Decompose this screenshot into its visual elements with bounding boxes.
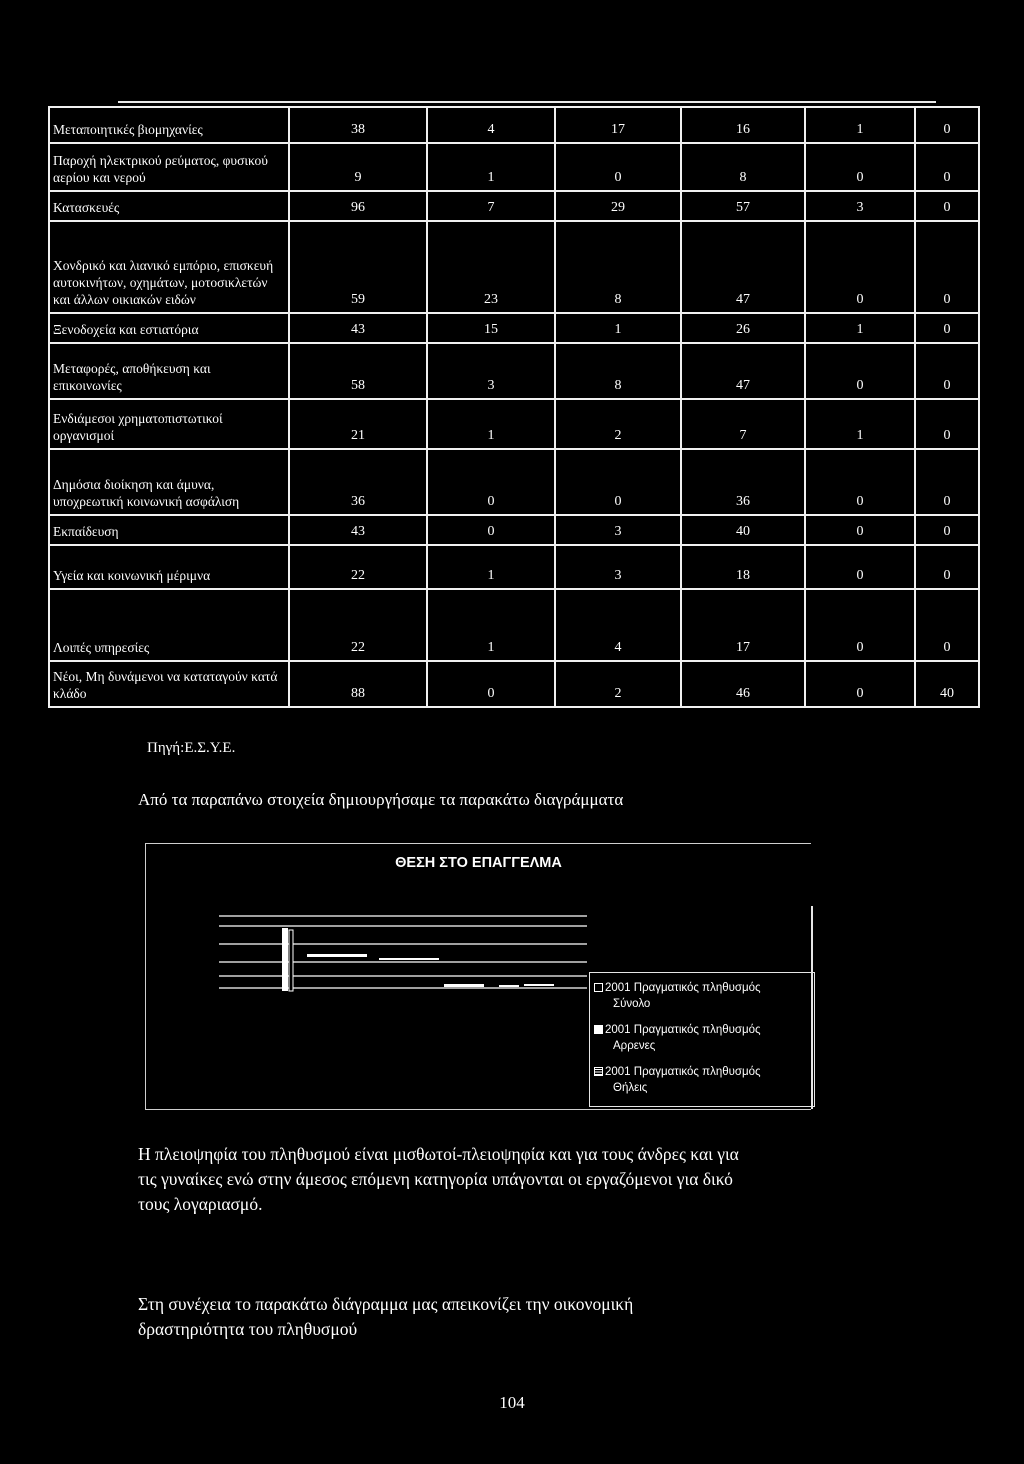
sector-label: Κατασκευές [49, 191, 289, 221]
bar [289, 930, 293, 991]
table-cell: 0 [555, 143, 681, 191]
table-cell: 26 [681, 313, 805, 343]
legend-swatch [594, 1067, 603, 1076]
table-cell: 0 [805, 661, 915, 707]
table-cell: 0 [915, 221, 979, 313]
occupation-status-chart [145, 843, 811, 1110]
table-top-rule [118, 101, 936, 103]
chart-legend [589, 972, 815, 1107]
table-cell: 0 [427, 449, 555, 515]
table-cell: 22 [289, 545, 427, 589]
bar [444, 984, 484, 987]
table-cell: 0 [427, 661, 555, 707]
source-note: Πηγή:Ε.Σ.Υ.Ε. [147, 740, 236, 756]
table-row [49, 545, 979, 589]
table-cell: 88 [289, 661, 427, 707]
table-cell: 4 [427, 107, 555, 143]
table-cell: 0 [805, 221, 915, 313]
chart-plot-area [219, 914, 587, 992]
table-cell: 0 [915, 589, 979, 661]
sector-label: Μεταφορές, αποθήκευση και επικοινωνίες [49, 343, 289, 399]
table-row [49, 221, 979, 313]
table-row [49, 313, 979, 343]
bar [307, 954, 367, 957]
page-number: 104 [499, 1393, 525, 1412]
sector-label: Ενδιάμεσοι χρηματοπιστωτικοί οργανισμοί [49, 399, 289, 449]
table-cell: 0 [915, 449, 979, 515]
table-cell: 17 [555, 107, 681, 143]
table-row [49, 343, 979, 399]
table-cell: 1 [427, 545, 555, 589]
table-cell: 3 [555, 545, 681, 589]
table-cell: 57 [681, 191, 805, 221]
table-cell: 7 [681, 399, 805, 449]
table-row [49, 191, 979, 221]
table-cell: 8 [555, 343, 681, 399]
table-cell: 23 [427, 221, 555, 313]
table-cell: 7 [427, 191, 555, 221]
table-cell: 21 [289, 399, 427, 449]
bar [499, 985, 519, 987]
table-cell: 1 [427, 399, 555, 449]
table-row [49, 107, 979, 143]
table-cell: 0 [555, 449, 681, 515]
table-cell: 0 [805, 545, 915, 589]
table-row [49, 449, 979, 515]
paragraph-majority: Η πλειοψηφία του πληθυσμού είναι μισθωτοί-πλειοψηφία και για τους άνδρες και για τις γυναίκες ενώ στην άμεσος επόμενη κατηγορία υπάγονται οι εργαζόμενοι για δικό τους λογαριασμό. [138, 1144, 739, 1214]
bar [524, 984, 554, 986]
table-cell: 2 [555, 399, 681, 449]
table-cell: 18 [681, 545, 805, 589]
table-row [49, 515, 979, 545]
chart-title: ΘΕΣΗ ΣΤΟ ΕΠΑΓΓΕΛΜΑ [395, 855, 562, 871]
table-cell: 0 [915, 107, 979, 143]
table-cell: 0 [805, 343, 915, 399]
table-cell: 3 [555, 515, 681, 545]
legend-item: 2001 Πραγματικός πληθυσμός Θήλεις [594, 1064, 809, 1096]
table-cell: 38 [289, 107, 427, 143]
table-cell: 1 [805, 399, 915, 449]
table-cell: 36 [681, 449, 805, 515]
sector-label: Μεταποιητικές βιομηχανίες [49, 107, 289, 143]
table-cell: 0 [805, 515, 915, 545]
table-cell: 3 [427, 343, 555, 399]
sector-label: Χονδρικό και λιανικό εμπόριο, επισκευή αυτοκινήτων, οχημάτων, μοτοσικλετών και άλλων οικιακών ειδών [49, 221, 289, 313]
legend-item: 2001 Πραγματικός πληθυσμός Σύνολο [594, 980, 809, 1012]
bar [379, 958, 439, 960]
sector-label: Δημόσια διοίκηση και άμυνα, υποχρεωτική κοινωνική ασφάλιση [49, 449, 289, 515]
table-cell: 59 [289, 221, 427, 313]
table-cell: 46 [681, 661, 805, 707]
table-cell: 0 [915, 343, 979, 399]
sector-label: Νέοι, Μη δυνάμενοι να καταταγούν κατά κλάδο [49, 661, 289, 707]
table-cell: 40 [915, 661, 979, 707]
table-cell: 1 [427, 589, 555, 661]
table-row [49, 661, 979, 707]
table-cell: 43 [289, 515, 427, 545]
intro-sentence: Από τα παραπάνω στοιχεία δημιουργήσαμε τα παρακάτω διαγράμματα [138, 790, 624, 809]
table-cell: 0 [427, 515, 555, 545]
legend-item: 2001 Πραγματικός πληθυσμός Αρρενες [594, 1022, 809, 1054]
table-cell: 36 [289, 449, 427, 515]
table-cell: 0 [805, 589, 915, 661]
legend-swatch [594, 1025, 603, 1034]
table-cell: 0 [915, 399, 979, 449]
table-cell: 58 [289, 343, 427, 399]
table-cell: 17 [681, 589, 805, 661]
table-cell: 22 [289, 589, 427, 661]
table-cell: 47 [681, 221, 805, 313]
table-cell: 4 [555, 589, 681, 661]
table-row [49, 399, 979, 449]
table-cell: 40 [681, 515, 805, 545]
table-cell: 0 [915, 191, 979, 221]
table-cell: 0 [805, 143, 915, 191]
table-cell: 0 [805, 449, 915, 515]
table-cell: 15 [427, 313, 555, 343]
employment-by-sector-table [48, 106, 980, 708]
table-cell: 0 [915, 515, 979, 545]
table-cell: 47 [681, 343, 805, 399]
table-cell: 1 [805, 107, 915, 143]
table-cell: 0 [915, 313, 979, 343]
paragraph-next-diagram: Στη συνέχεια το παρακάτω διάγραμμα μας απεικονίζει την οικονομική δραστηριότητα του πληθυσμού [138, 1294, 634, 1339]
table-cell: 0 [915, 143, 979, 191]
table-cell: 2 [555, 661, 681, 707]
table-cell: 8 [555, 221, 681, 313]
sector-label: Υγεία και κοινωνική μέριμνα [49, 545, 289, 589]
table-cell: 9 [289, 143, 427, 191]
table-cell: 0 [915, 545, 979, 589]
table-cell: 96 [289, 191, 427, 221]
sector-label: Λοιπές υπηρεσίες [49, 589, 289, 661]
table-cell: 29 [555, 191, 681, 221]
table-cell: 8 [681, 143, 805, 191]
table-cell: 1 [427, 143, 555, 191]
table-cell: 3 [805, 191, 915, 221]
sector-label: Ξενοδοχεία και εστιατόρια [49, 313, 289, 343]
table-row [49, 143, 979, 191]
table-cell: 16 [681, 107, 805, 143]
table-cell: 43 [289, 313, 427, 343]
legend-swatch [594, 983, 603, 992]
sector-label: Παροχή ηλεκτρικού ρεύματος, φυσικού αερίου και νερού [49, 143, 289, 191]
table-row [49, 589, 979, 661]
sector-label: Εκπαίδευση [49, 515, 289, 545]
table-cell: 1 [805, 313, 915, 343]
bar [282, 928, 288, 991]
table-cell: 1 [555, 313, 681, 343]
